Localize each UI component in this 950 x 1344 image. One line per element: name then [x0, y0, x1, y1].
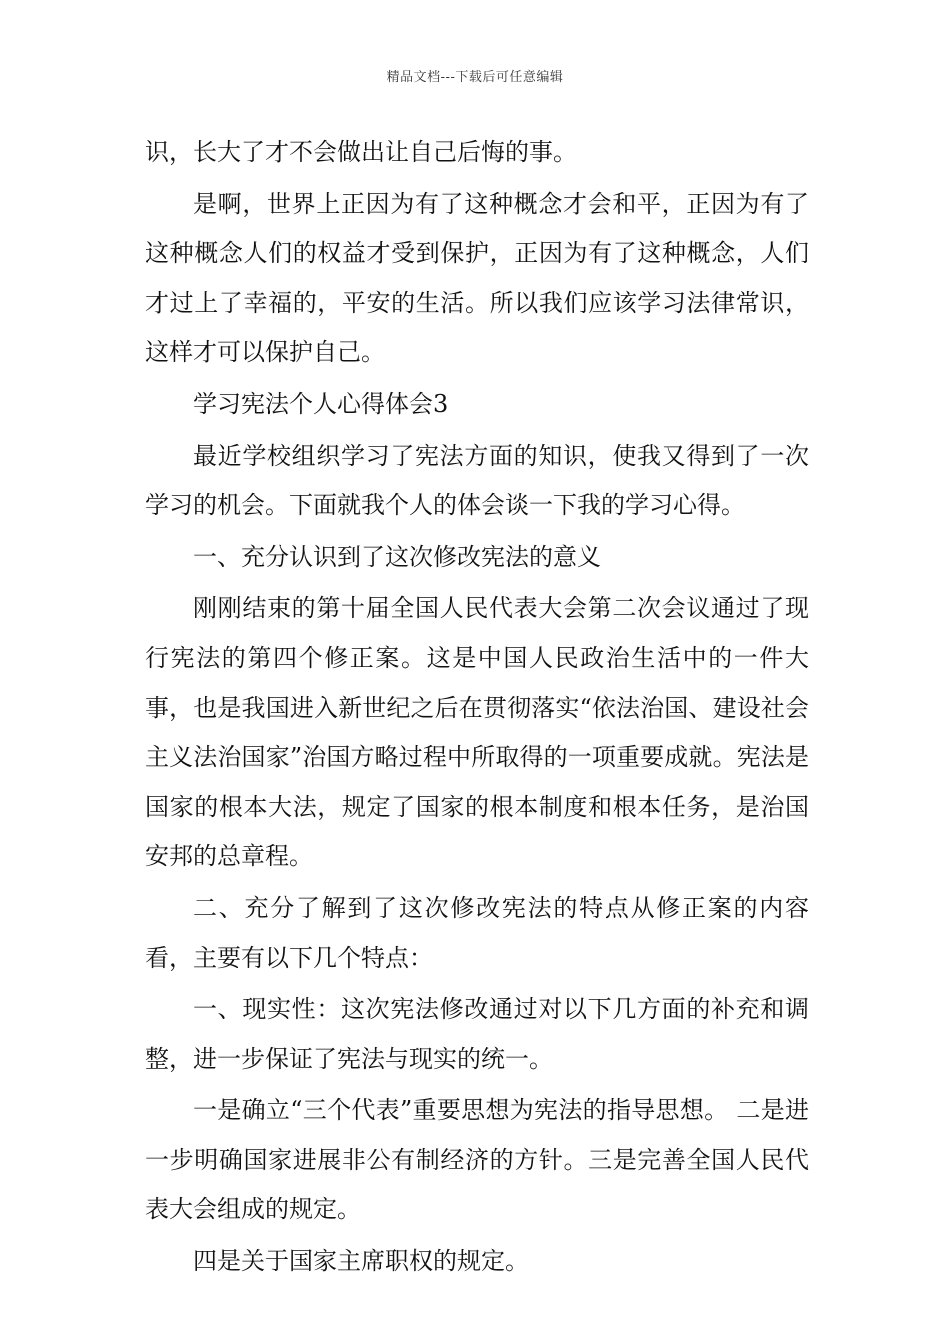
paragraph: 一是确立“三个代表”重要思想为宪法的指导思想。 二是进一步明确国家进展非公有制经济的方针。三是完善全国人民代表大会组成的规定。 [145, 1096, 809, 1224]
paragraph: 刚刚结束的第十届全国人民代表大会第二次会议通过了现行宪法的第四个修正案。这是中国人民政治生活中的一件大事，也是我国进入新世纪之后在贯彻落实“依法治国、建设社会主义法治国家”治国方略过程中所取得的一项重要成就。宪法是国家的根本大法，规定了国家的根本制度和根本任务，是治国安邦的总章程。 [145, 594, 809, 871]
section-heading: 二、充分了解到了这次修改宪法的特点从修正案的内容看，主要有以下几个特点： [145, 893, 809, 972]
section-heading: 一、充分认识到了这次修改宪法的意义 [193, 542, 601, 571]
page-header: 精品文档---下载后可任意编辑 [386, 70, 564, 85]
section-title: 学习宪法个人心得体会3 [193, 389, 449, 418]
paragraph: 一、现实性：这次宪法修改通过对以下几方面的补充和调整，进一步保证了宪法与现实的统一。 [145, 995, 809, 1073]
paragraph: 最近学校组织学习了宪法方面的知识，使我又得到了一次学习的机会。下面就我个人的体会谈一下我的学习心得。 [145, 441, 809, 520]
paragraph: 是啊，世界上正因为有了这种概念才会和平，正因为有了这种概念人们的权益才受到保护，正因为有了这种概念，人们才过上了幸福的，平安的生活。所以我们应该学习法律常识，这样才可以保护自己。 [145, 189, 809, 367]
paragraph: 识，长大了才不会做出让自己后悔的事。 [145, 138, 577, 166]
paragraph: 四是关于国家主席职权的规定。 [193, 1247, 529, 1276]
document-body [145, 128, 809, 1289]
